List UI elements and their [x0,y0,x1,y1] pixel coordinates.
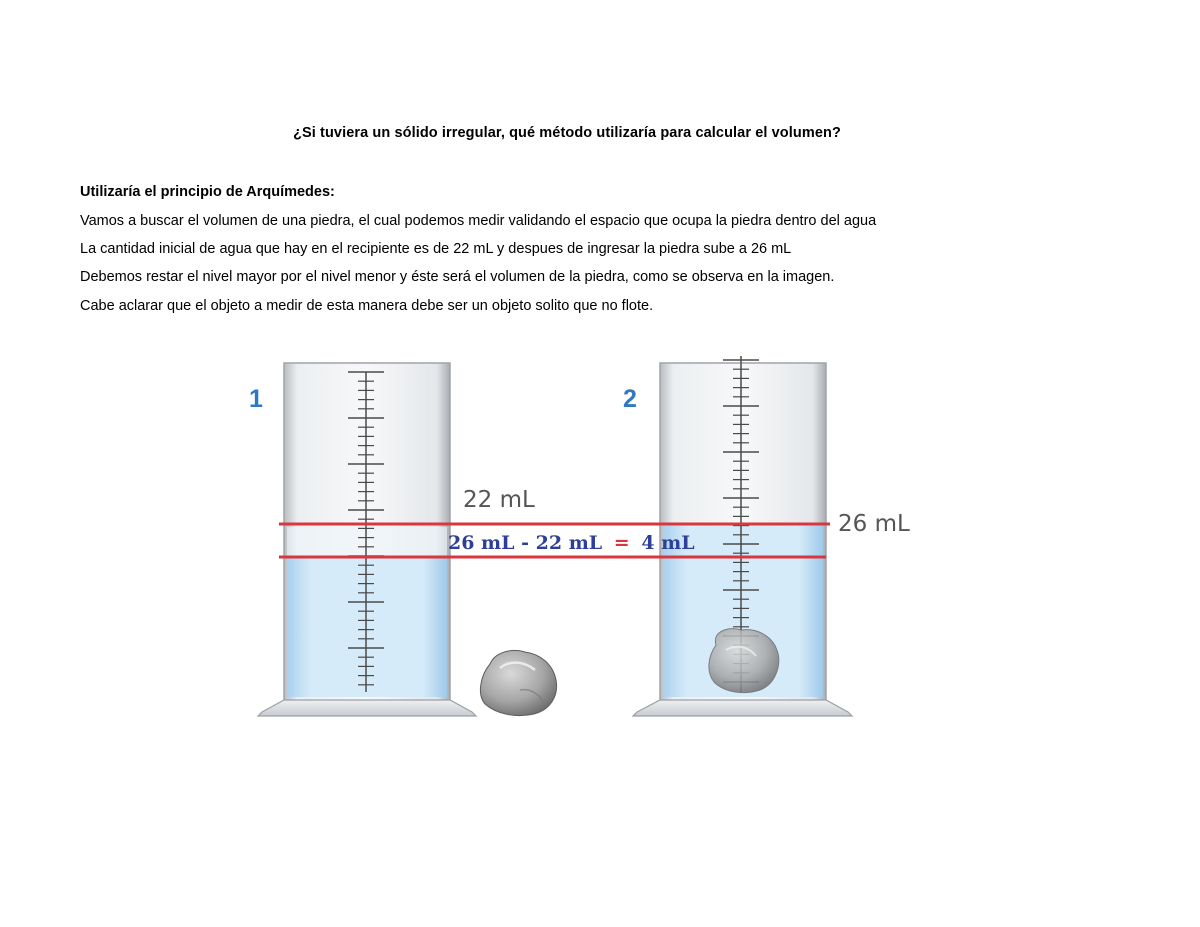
label-final-volume: 26 mL [838,511,910,537]
paragraph-2: La cantidad inicial de agua que hay en el recipiente es de 22 mL y despues de ingresar la piedra sube a 26 mL [80,241,792,257]
paragraph-1: Vamos a buscar el volumen de una piedra, el cual podemos medir validando el espacio que ocupa la piedra dentro del agua [80,213,877,229]
question-title: ¿Si tuviera un sólido irregular, qué método utilizaría para calcular el volumen? [293,125,841,141]
equation-right: 4 mL [641,532,695,554]
graduated-cylinders-figure [0,340,1200,730]
cylinder-1-base [258,700,476,716]
label-initial-volume: 22 mL [463,487,535,513]
equation-equals: = [613,532,630,554]
cylinder-1 [258,363,476,716]
paragraph-4: Cabe aclarar que el objeto a medir de esta manera debe ser un objeto solito que no flote. [80,298,654,314]
stone-icon [480,651,556,716]
section-heading: Utilizaría el principio de Arquímedes: [80,184,335,200]
volume-equation [448,532,695,554]
cylinder-1-number: 1 [249,385,263,413]
equation-left: 26 mL - 22 mL [448,532,603,554]
cylinder-2-base [633,700,852,716]
submerged-stone-icon [709,629,779,693]
paragraph-3: Debemos restar el nivel mayor por el nivel menor y éste será el volumen de la piedra, como se observa en la imagen. [80,269,835,285]
cylinder-2-number: 2 [623,385,637,413]
